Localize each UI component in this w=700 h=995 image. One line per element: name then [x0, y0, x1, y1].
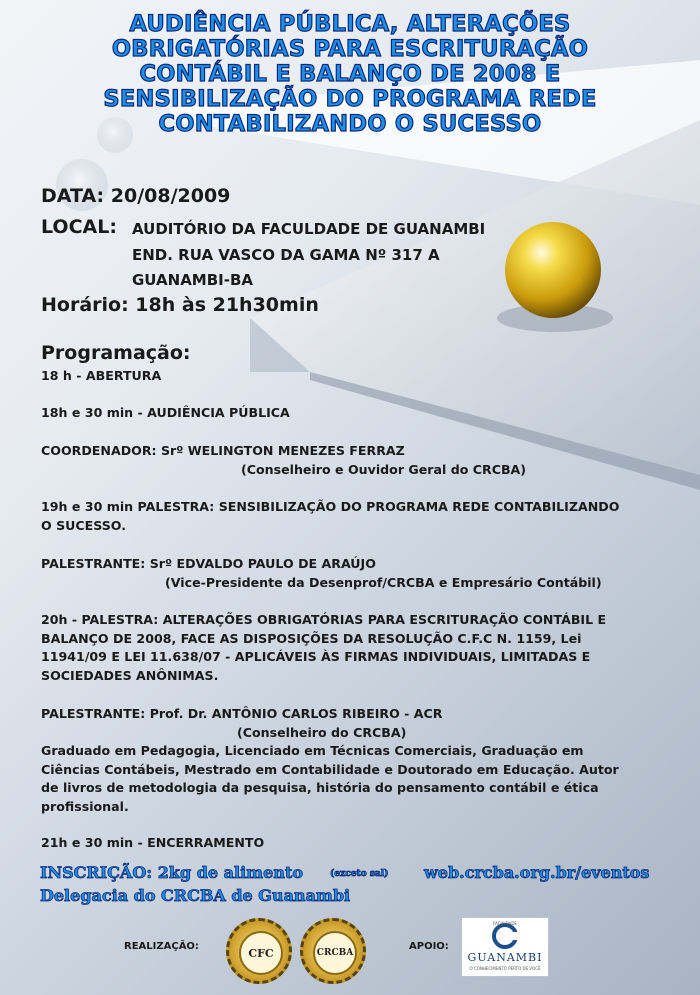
- program-closing: 21h e 30 min - ENCERRAMENTO: [41, 835, 265, 850]
- poster-title: [60, 12, 640, 137]
- program-opening: 18 h - ABERTURA: [41, 368, 162, 383]
- speaker1-block: [41, 555, 641, 592]
- registration-note: (exceto sal): [330, 869, 389, 879]
- talk2-line: BALANÇO DE 2008, FACE AS DISPOSIÇÕES DA RESOLUÇÃO C.F.C N. 1159, Lei: [41, 630, 582, 646]
- event-address: END. RUA VASCO DA GAMA Nº 317 A: [132, 246, 440, 264]
- bio-line: de livros de metodologia da pesquisa, história do pensamento contábil e ética: [41, 780, 599, 795]
- title-line: AUDIÊNCIA PÚBLICA, ALTERAÇÕES: [129, 11, 571, 37]
- logo-tagline: O CONHECIMENTO PERTO DE VOCÊ: [469, 966, 541, 971]
- local-venue: AUDITÓRIO DA FACULDADE DE GUANAMBI: [132, 220, 486, 238]
- speaker2: PALESTRANTE: Prof. Dr. ANTÔNIO CARLOS RIBEIRO - ACR: [41, 706, 443, 721]
- registration-url[interactable]: web.crcba.org.br/eventos: [424, 863, 650, 882]
- cfc-seal-text: CFC: [239, 931, 283, 975]
- coordinator: COORDENADOR: Srº WELINGTON MENEZES FERRAZ: [41, 443, 405, 458]
- title-line: SENSIBILIZAÇÃO DO PROGRAMA REDE: [103, 86, 597, 112]
- talk1-line: O SUCESSO.: [41, 517, 127, 533]
- realizacao-label: REALIZAÇÃO:: [124, 941, 199, 952]
- speaker2-role: (Conselheiro do CRCBA): [237, 724, 407, 740]
- program-heading: Programação:: [41, 342, 191, 364]
- bio-line: Ciências Contábeis, Mestrado em Contabilidade e Doutorado em Educação. Autor: [41, 761, 619, 777]
- bio-line: Graduado em Pedagogia, Licenciado em Técnicas Comerciais, Graduação em: [41, 743, 584, 758]
- title-line: CONTABILIZANDO O SUCESSO: [158, 111, 542, 137]
- talk2-line: 20h - PALESTRA: ALTERAÇÕES OBRIGATÓRIAS PARA ESCRITURAÇÃO CONTÁBIL E: [41, 612, 607, 627]
- faculdade-guanambi-logo: [461, 917, 549, 977]
- program-list: [41, 367, 641, 386]
- registration-text: INSCRIÇÃO: 2kg de alimento: [40, 863, 303, 882]
- crcba-seal-text: CRCBA: [313, 931, 357, 975]
- program-audience-block: [41, 404, 641, 423]
- coordinator-role: (Conselheiro e Ouvidor Geral do CRCBA): [241, 461, 527, 477]
- talk2-line: 11941/09 E LEI 11.638/07 - APLICÁVEIS ÀS FIRMAS INDIVIDUAIS, LIMITADAS E: [41, 649, 591, 664]
- local-label: LOCAL:: [41, 216, 117, 238]
- talk2-block: [41, 611, 641, 685]
- title-line: CONTÁBIL E BALANÇO DE 2008 E: [139, 61, 561, 87]
- logo-name: GUANAMBI: [467, 951, 543, 964]
- cfc-seal-logo: [226, 918, 292, 984]
- coordinator-block: [41, 442, 641, 479]
- closing-block: [41, 834, 641, 853]
- program-audience: 18h e 30 min - AUDIÊNCIA PÚBLICA: [41, 405, 290, 420]
- event-date: DATA: 20/08/2009: [41, 185, 231, 207]
- event-time: Horário: 18h às 21h30min: [41, 294, 319, 316]
- talk2-line: SOCIEDADES ANÔNIMAS.: [41, 667, 219, 683]
- event-city: GUANAMBI-BA: [132, 271, 254, 289]
- registration-place: Delegacia do CRCBA de Guanambi: [40, 886, 351, 905]
- logo-top-text: FACULDADE: [493, 921, 517, 926]
- title-line: OBRIGATÓRIAS PARA ESCRITURAÇÃO: [111, 36, 589, 62]
- speaker1-role: (Vice-Presidente da Desenprof/CRCBA e Empresário Contábil): [165, 574, 602, 590]
- talk1-block: [41, 498, 641, 535]
- talk1-line: 19h e 30 min PALESTRA: SENSIBILIZAÇÃO DO PROGRAMA REDE CONTABILIZANDO: [41, 499, 620, 514]
- crcba-seal-logo: [300, 918, 366, 984]
- bio-line: profissional.: [41, 798, 129, 814]
- speaker2-block: [41, 705, 641, 816]
- speaker1: PALESTRANTE: Srº EDVALDO PAULO DE ARAÚJO: [41, 556, 376, 571]
- apoio-label: APOIO:: [409, 941, 449, 952]
